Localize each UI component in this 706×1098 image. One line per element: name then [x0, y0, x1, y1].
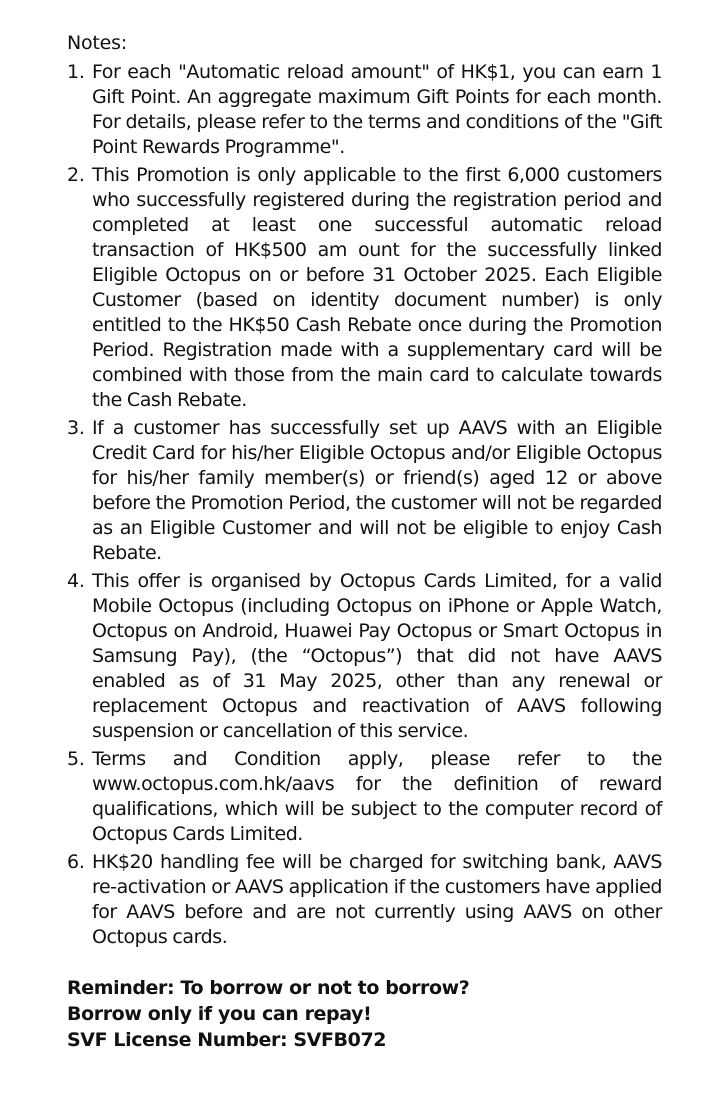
note-item-5: [67, 747, 662, 847]
note-text: This Promotion is only applicable to the first 6,000 customers who successfully registered during the registration period and completed at least one successful automatic reload transaction of HK$500 am ount for the successfully linked Eligible Octopus on or before 31 October 2025. Each Eligible Customer (based on identity document number) is only entitled to the HK$50 Cash Rebate once during the Promotion Period. Registration made with a supplementary card will be combined with those from the main card to calculate towards the Cash Rebate.: [92, 164, 662, 411]
reminder-advice: Borrow only if you can repay!: [67, 1003, 372, 1025]
note-number: 2.: [67, 164, 85, 186]
note-number: 4.: [67, 570, 85, 592]
note-item-3: [67, 416, 662, 566]
note-text: HK$20 handling fee will be charged for switching bank, AAVS re-activation or AAVS application if the customers have applied for AAVS before and are not currently using AAVS on other Octopus cards.: [92, 851, 662, 948]
notes-list: [67, 60, 662, 950]
note-number: 6.: [67, 851, 85, 873]
note-item-1: [67, 60, 662, 160]
svf-license-number: SVF License Number: SVFB072: [67, 1029, 387, 1051]
note-number: 1.: [67, 61, 85, 83]
note-text: This offer is organised by Octopus Cards Limited, for a valid Mobile Octopus (including Octopus on iPhone or Apple Watch, Octopus on Android, Huawei Pay Octopus or Smart Octopus in Samsung Pay), (the “Octopus”) that did not have AAVS enabled as of 31 May 2025, other than any renewal or replacement Octopus and reactivation of AAVS following suspension or cancellation of this service.: [92, 570, 662, 742]
reminder-question: Reminder: To borrow or not to borrow?: [67, 977, 470, 999]
borrowing-reminder: [67, 975, 662, 1053]
note-item-2: [67, 163, 662, 413]
note-text: If a customer has successfully set up AAVS with an Eligible Credit Card for his/her Eligible Octopus and/or Eligible Octopus for his/her family member(s) or friend(s) aged 12 or above before the Promotion Period, the customer will not be regarded as an Eligible Customer and will not be eligible to enjoy Cash Rebate.: [92, 417, 662, 564]
note-number: 3.: [67, 417, 85, 439]
note-text: For each "Automatic reload amount" of HK$1, you can earn 1 Gift Point. An aggregate maximum Gift Points for each month. For details, please refer to the terms and conditions of the "Gift Point Rewards Programme".: [92, 61, 662, 158]
notes-heading: Notes:: [67, 32, 128, 54]
note-item-6: [67, 850, 662, 950]
note-item-4: [67, 569, 662, 744]
note-text: Terms and Condition apply, please refer to the www.octopus.com.hk/aavs for the definition of reward qualifications, which will be subject to the computer record of Octopus Cards Limited.: [92, 748, 662, 845]
note-number: 5.: [67, 748, 85, 770]
